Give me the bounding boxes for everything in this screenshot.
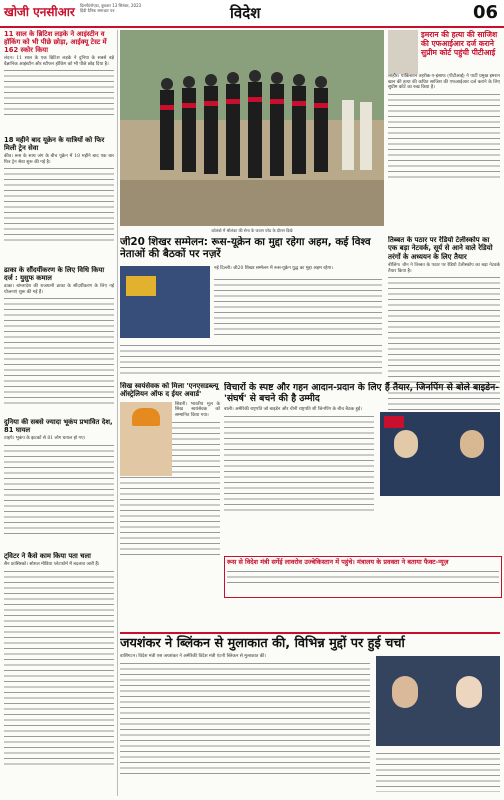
headline-ukraine-train: 18 महीने बाद यूक्रेन के यात्रियों को फिर मिली ट्रेन सेवा [4, 136, 105, 152]
body-lines [120, 342, 382, 376]
headline-imran: इमरान की हत्या की साजिश की एफआईआर दर्ज कराने सुप्रीम कोर्ट पहुंची पीटीआई [421, 30, 498, 57]
story-dhaka [4, 266, 114, 414]
body-lines [224, 413, 374, 513]
story-rule [120, 632, 500, 634]
story-visit [224, 556, 502, 598]
headline-london: 11 साल के ब्रिटिश लड़के ने आइंस्टीन व हॉकिंग को भी पीछे छोड़ा, आईक्यू टेस्ट में 162 स्कोर किया [4, 30, 107, 54]
story-london [4, 30, 114, 132]
body-lines [4, 165, 114, 245]
headline-dhaka: ढाका के सौंदर्यीकरण के लिए विधि किया दर्ज : युसुफ कमाल [4, 266, 105, 282]
body-radio: बीजिंग। चीन ने तिब्बत के पठार पर रेडियो टेलीस्कोप का बड़ा नेटवर्क तैयार किया है। [388, 263, 500, 274]
column-divider [117, 30, 118, 796]
headline-quake: दुनिया की सबसे ज्यादा भूकंप प्रभावित देश, 81 घायल [4, 418, 113, 434]
flag-shape [384, 416, 404, 428]
biden-xi-photo [380, 412, 500, 496]
section-title: विदेश [230, 4, 261, 22]
story-ukraine-train [4, 136, 114, 261]
parade-photo [120, 30, 384, 226]
body-quake: ताइपे। भूकंप के झटकों से 81 लोग घायल हो गए। [4, 436, 86, 441]
masthead-tagline: हिंदी दैनिक समाचार पत्र [80, 8, 115, 13]
story-sikh [120, 382, 220, 628]
body-lines [376, 750, 500, 792]
body-lines [214, 276, 382, 336]
sikh-photo [120, 402, 172, 476]
headline-biden: विचारों के स्पष्ट और गहन आदान-प्रदान के लिए हैं तैयार, जिनपिंग से बोले बाइडेन- 'संघर्ष' से बचने की है उम्मीद [224, 382, 499, 404]
headline-blinken: जयशंकर ने ब्लिंकन से मुलाकात की, विभिन्न मुद्दों पर हुई चर्चा [120, 636, 405, 651]
story-blinken [120, 632, 500, 796]
g20-logo-block [126, 276, 156, 296]
masthead-meta [80, 3, 170, 13]
body-dhaka: ढाका। बांग्लादेश की राजधानी ढाका के सौंदर्यीकरण के लिए नई योजनाएं शुरू की गई हैं। [4, 284, 114, 295]
body-ukraine-train: कीव। रूस के साथ जंग के बीच यूक्रेन में 18 महीने बाद एक बार फिर ट्रेन सेवा शुरू की गई है। [4, 154, 114, 165]
masthead [0, 0, 504, 28]
body-lines [4, 67, 114, 117]
imran-photo [388, 30, 418, 74]
headline-sikh: सिख स्वयंसेवक को मिला 'एनएसडब्ल्यू ऑस्ट्रेलियन ऑफ द ईयर अवार्ड' [120, 382, 219, 399]
headline-g20: जी20 शिखर सम्मेलन: रूस-यूक्रेन का मुद्दा रहेगा अहम, कई विश्व नेताओं की बैठकों पर नज़रें [120, 236, 371, 261]
story-imran [388, 30, 500, 230]
person-shape [392, 676, 418, 708]
body-lines [4, 568, 114, 768]
brand-name: खोजी एनसीआर [4, 5, 75, 19]
body-twitter: सैन फ्रांसिस्को। सोशल मीडिया प्लेटफॉर्म में बदलाव जारी हैं। [4, 562, 100, 567]
story-biden [224, 382, 500, 552]
story-twitter [4, 552, 114, 796]
person-shape [456, 676, 482, 708]
body-lines [227, 568, 499, 584]
body-g20: नई दिल्ली। जी20 शिखर सम्मेलन में रूस-यूक्रेन युद्ध का मुद्दा अहम रहेगा। [214, 266, 333, 271]
page-number: 06 [472, 2, 498, 23]
body-lines [4, 295, 114, 405]
body-imran: लाहौर। पाकिस्तान तहरीक-ए-इंसाफ (पीटीआई) ने पार्टी प्रमुख इमरान खान की हत्या की कथित साजिश की एफआईआर दर्ज कराने के लिए सुप्रीम कोर्ट का रुख किया है। [388, 74, 500, 91]
masthead-date: दिल्ली/नोएडा, बुधवार 13 सितंबर, 2023 [80, 3, 142, 8]
person-shape [460, 430, 484, 458]
g20-photo [120, 266, 210, 338]
parade-caption: कोलंबो में श्रीलंका की सेना के जवान परेड के दौरान दिखे [211, 228, 293, 233]
body-biden: बाली। अमेरिकी राष्ट्रपति जो बाइडेन और चीनी राष्ट्रपति शी जिनपिंग के बीच बैठक हुई। [224, 407, 362, 412]
body-london: लंदन। 11 साल के एक ब्रिटिश लड़के ने दुनिया के सबसे बड़े वैज्ञानिक आइंस्टीन और स्टीफन हॉकिंग को भी पीछे छोड़ दिया है। [4, 56, 114, 67]
headline-visit: रूस से विदेश मंत्री सर्गेई लावरोव उज्बेकिस्तान में पहुंचे। मंत्रालय के प्रवक्ता ने बताया फैक्ट-न्यूज़ [227, 558, 449, 566]
body-lines [120, 660, 370, 778]
story-quake [4, 418, 114, 548]
body-blinken: वाशिंगटन। विदेश मंत्री एस जयशंकर ने अमेरिकी विदेश मंत्री एंटनी ब्लिंकन से मुलाकात की। [120, 654, 267, 659]
body-lines [4, 442, 114, 537]
body-sikh: सिडनी। भारतीय मूल के सिख स्वयंसेवक को सम्मानित किया गया। [175, 401, 220, 418]
blinken-photo [376, 656, 500, 746]
headline-radio: तिब्बत के पठार पर रेडियो टेलीस्कोप का एक बड़ा नेटवर्क, सूर्य से आने वाले रेडियो तरंगों के अध्ययन के लिए तैयार [388, 236, 493, 261]
body-lines [388, 91, 500, 181]
headline-twitter: ट्विटर ने कैसे काम किया पता चला [4, 552, 91, 560]
turban-shape [132, 408, 160, 426]
parade-illustration [120, 30, 384, 226]
person-shape [394, 430, 418, 458]
